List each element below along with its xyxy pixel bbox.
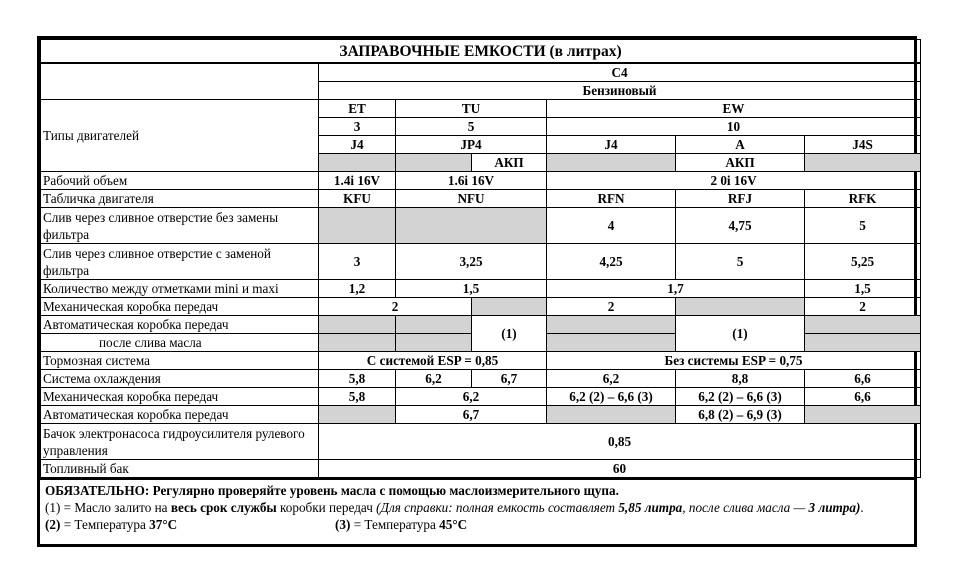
cooling-value-3: 6,7: [472, 370, 547, 388]
shaded-cell: [547, 334, 676, 352]
note-1-part: (1) = Масло залито на: [45, 500, 171, 515]
note-3: [335, 517, 467, 532]
note-mandatory-text: : Регулярно проверяйте уровень масла с помощью маслоизмерительного щупа.: [144, 483, 619, 498]
shaded-cell: [547, 316, 676, 334]
manual-gearbox2-value-1: 5,8: [319, 388, 396, 406]
brake-label: Тормозная система: [41, 352, 319, 370]
manual-gearbox2-value-4: 6,2 (2) – 6,6 (3): [676, 388, 805, 406]
auto-gearbox-value-2: (1): [676, 316, 805, 352]
note-1: [45, 499, 909, 516]
manual-gearbox-label: Механическая коробка передач: [41, 298, 319, 316]
notes-section: [40, 478, 914, 535]
shaded-cell: [805, 406, 921, 424]
shaded-cell: [396, 154, 472, 172]
note-3-part: 45°C: [439, 517, 468, 532]
note-mandatory: [45, 482, 909, 499]
shaded-cell: [319, 316, 396, 334]
note-3-part: = Температура: [350, 517, 440, 532]
drain-no-filter-value-2: 4,75: [676, 208, 805, 244]
shaded-cell: [805, 334, 921, 352]
note-2: [45, 516, 335, 533]
plate-value-1: KFU: [319, 190, 396, 208]
drain-filter-value-3: 4,25: [547, 244, 676, 280]
note-1-part: 5,85 литра: [618, 500, 683, 515]
manual-gearbox2-value-5: 6,6: [805, 388, 921, 406]
drain-filter-value-5: 5,25: [805, 244, 921, 280]
plate-label: Табличка двигателя: [41, 190, 319, 208]
engine-family-tu: TU: [396, 100, 547, 118]
auto-gearbox2-value-1: 6,7: [396, 406, 547, 424]
engine-code-4: A: [676, 136, 805, 154]
model-cell: C4: [319, 63, 921, 82]
engine-types-label: Типы двигателей: [41, 100, 319, 172]
auto-gearbox2-value-2: 6,8 (2) – 6,9 (3): [676, 406, 805, 424]
brake-value-no-esp: Без системы ESP = 0,75: [547, 352, 921, 370]
note-2-3: [45, 516, 909, 533]
note-1-part: весь срок службы: [170, 500, 277, 515]
capacities-sheet: [37, 36, 917, 547]
plate-value-4: RFJ: [676, 190, 805, 208]
shaded-cell: [472, 298, 547, 316]
engine-family-ew: EW: [547, 100, 921, 118]
volume-value-1: 1.4i 16V: [319, 172, 396, 190]
blank-header-cell: [41, 63, 319, 100]
note-2-part: (2): [45, 517, 61, 532]
cooling-value-6: 6,6: [805, 370, 921, 388]
note-1-part: , после слива масла —: [682, 500, 809, 515]
auto-gearbox-label: Автоматическая коробка передач: [41, 316, 319, 334]
cooling-value-5: 8,8: [676, 370, 805, 388]
power-steering-value: 0,85: [319, 424, 921, 460]
mini-maxi-value-1: 1,2: [319, 280, 396, 298]
volume-value-2: 1.6i 16V: [396, 172, 547, 190]
manual-gearbox2-value-2: 6,2: [396, 388, 547, 406]
shaded-cell: [396, 316, 472, 334]
mini-maxi-value-2: 1,5: [396, 280, 547, 298]
volume-value-3: 2 0i 16V: [547, 172, 921, 190]
auto-gearbox-value-1: (1): [472, 316, 547, 352]
shaded-cell: [319, 154, 396, 172]
shaded-cell: [805, 154, 921, 172]
mini-maxi-value-3: 1,7: [547, 280, 805, 298]
manual-gearbox2-value-3: 6,2 (2) – 6,6 (3): [547, 388, 676, 406]
engine-size-et: 3: [319, 118, 396, 136]
fuel-tank-value: 60: [319, 460, 921, 478]
engine-family-et: ET: [319, 100, 396, 118]
manual-gearbox-value-1: 2: [319, 298, 472, 316]
engine-code-3: J4: [547, 136, 676, 154]
plate-value-5: RFK: [805, 190, 921, 208]
cooling-label: Система охлаждения: [41, 370, 319, 388]
engine-size-tu: 5: [396, 118, 547, 136]
drain-filter-value-2: 3,25: [396, 244, 547, 280]
power-steering-label: Бачок электронасоса гидроусилителя рулевого управления: [41, 424, 319, 460]
engine-code-5: J4S: [805, 136, 921, 154]
cooling-value-4: 6,2: [547, 370, 676, 388]
note-3-part: (3): [335, 517, 351, 532]
capacities-table: [40, 39, 921, 478]
note-1-part: 3 литра): [808, 500, 861, 515]
manual-gearbox-value-2: 2: [547, 298, 676, 316]
shaded-cell: [547, 406, 676, 424]
akp-label-ew: АКП: [676, 154, 805, 172]
plate-value-2: NFU: [396, 190, 547, 208]
fuel-cell: Бензиновый: [319, 82, 921, 100]
shaded-cell: [396, 334, 472, 352]
shaded-cell: [396, 208, 547, 244]
engine-code-1: J4: [319, 136, 396, 154]
auto-gearbox2-label: Автоматическая коробка передач: [41, 406, 319, 424]
engine-code-2: JP4: [396, 136, 547, 154]
drain-no-filter-value-3: 5: [805, 208, 921, 244]
fuel-tank-label: Топливный бак: [41, 460, 319, 478]
akp-label-tu: АКП: [472, 154, 547, 172]
drain-filter-value-4: 5: [676, 244, 805, 280]
volume-label: Рабочий объем: [41, 172, 319, 190]
shaded-cell: [805, 316, 921, 334]
mini-maxi-label: Количество между отметками mini и maxi: [41, 280, 319, 298]
cooling-value-1: 5,8: [319, 370, 396, 388]
table-title: ЗАПРАВОЧНЫЕ ЕМКОСТИ (в литрах): [41, 40, 921, 64]
note-1-part: коробки передач: [276, 500, 377, 515]
plate-value-3: RFN: [547, 190, 676, 208]
note-2-part: = Температура: [60, 517, 150, 532]
shaded-cell: [547, 154, 676, 172]
shaded-cell: [676, 298, 805, 316]
shaded-cell: [319, 208, 396, 244]
after-drain-label: после слива масла: [41, 334, 319, 352]
brake-value-esp: С системой ESP = 0,85: [319, 352, 547, 370]
drain-filter-label: Слив через сливное отверстие с заменой фильтра: [41, 244, 319, 280]
note-1-part: .: [860, 500, 864, 515]
cooling-value-2: 6,2: [396, 370, 472, 388]
engine-size-ew: 10: [547, 118, 921, 136]
note-mandatory-bold: ОБЯЗАТЕЛЬНО: [45, 483, 145, 498]
note-2-part: 37°C: [149, 517, 178, 532]
manual-gearbox-value-3: 2: [805, 298, 921, 316]
shaded-cell: [319, 406, 396, 424]
mini-maxi-value-4: 1,5: [805, 280, 921, 298]
drain-no-filter-value-1: 4: [547, 208, 676, 244]
note-1-part: (Для справки: полная емкость составляет: [376, 500, 619, 515]
shaded-cell: [319, 334, 396, 352]
drain-no-filter-label: Слив через сливное отверстие без замены фильтра: [41, 208, 319, 244]
manual-gearbox2-label: Механическая коробка передач: [41, 388, 319, 406]
drain-filter-value-1: 3: [319, 244, 396, 280]
